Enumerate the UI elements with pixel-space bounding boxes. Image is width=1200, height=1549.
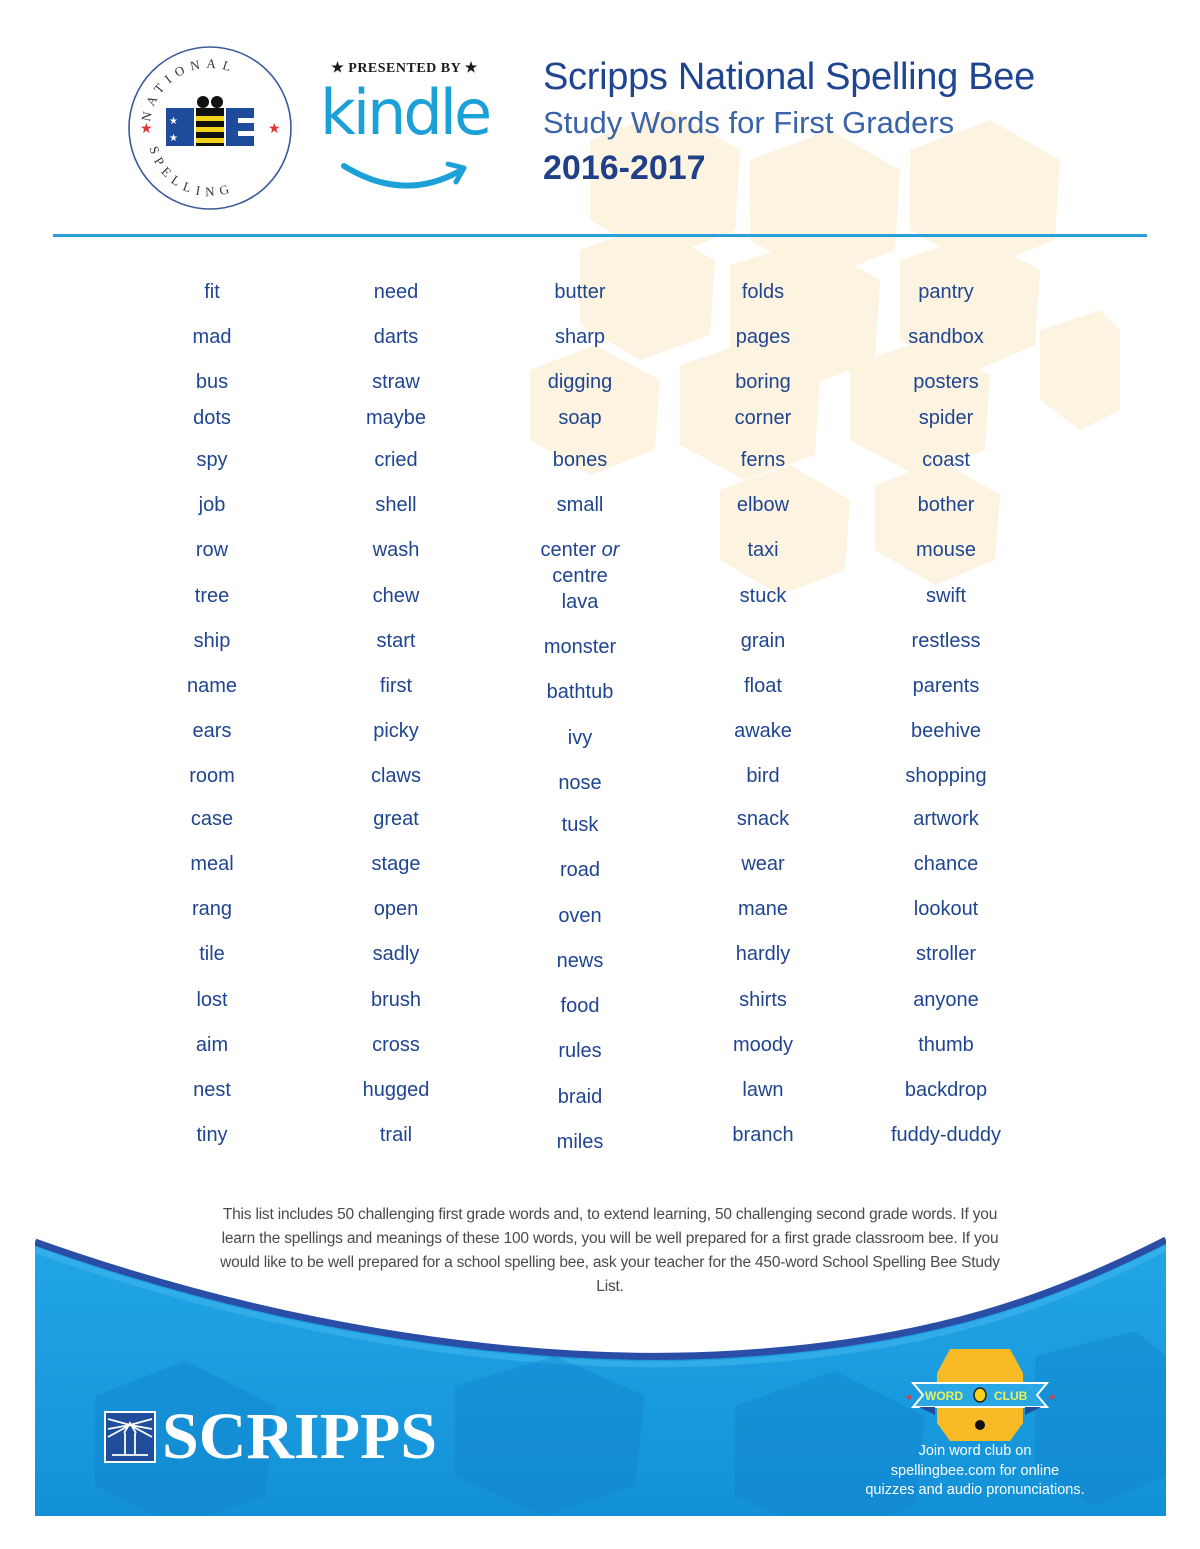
word-club-line: spellingbee.com for online — [890, 1462, 1060, 1479]
word-item: ears — [192, 720, 232, 742]
word-item: tiny — [196, 1124, 228, 1146]
word-item: butter — [554, 281, 606, 303]
word-item: trail — [379, 1124, 413, 1146]
word-item: open — [373, 898, 419, 920]
word-item: spider — [918, 407, 974, 429]
word-item: darts — [373, 326, 419, 348]
word-item: picky — [373, 720, 419, 742]
word-item: lava — [561, 591, 599, 613]
word-item: start — [376, 630, 416, 652]
word-item: rang — [191, 898, 233, 920]
word-item: posters — [913, 371, 979, 393]
word-item: braid — [557, 1086, 603, 1108]
svg-text:★: ★ — [905, 1392, 914, 1402]
word-item-center-or-centre: center or — [540, 539, 620, 561]
word-item: first — [379, 675, 413, 697]
word-item: bus — [195, 371, 229, 393]
word-item: miles — [556, 1131, 604, 1153]
word-item: tusk — [561, 814, 599, 836]
svg-text:NATIONAL: NATIONAL — [138, 55, 239, 123]
svg-text:SPELLING: SPELLING — [146, 144, 237, 200]
word-item: cross — [372, 1034, 420, 1056]
or-connector: or — [601, 539, 620, 561]
word-item: lawn — [742, 1079, 784, 1101]
word-item: lost — [196, 989, 228, 1011]
word-item: moody — [732, 1034, 794, 1056]
scripps-wordmark: SCRIPPS — [162, 1400, 438, 1473]
svg-text:★: ★ — [1048, 1392, 1057, 1402]
word-item: anyone — [913, 989, 979, 1011]
word-item: shirts — [739, 989, 787, 1011]
word-item: ferns — [740, 449, 786, 471]
word-item: snack — [736, 808, 790, 830]
word-item: coast — [922, 449, 970, 471]
word-item: tree — [194, 585, 230, 607]
word-item: bathtub — [546, 681, 614, 703]
word-item: great — [373, 808, 419, 830]
word-item: fuddy-duddy — [890, 1124, 1002, 1146]
word-item: ivy — [567, 727, 593, 749]
word-club-description — [840, 1442, 1110, 1501]
svg-text:★: ★ — [140, 120, 153, 136]
word-item: float — [744, 675, 782, 697]
word-club-line: quizzes and audio pronunciations. — [865, 1482, 1085, 1498]
word-item: hugged — [362, 1079, 430, 1101]
word-item: maybe — [365, 407, 427, 429]
word-item: tile — [199, 943, 225, 965]
svg-text:★: ★ — [169, 116, 178, 127]
word-item: wash — [372, 539, 420, 561]
lighthouse-icon — [104, 1411, 156, 1463]
word-item: road — [559, 859, 601, 881]
word-item: spy — [196, 449, 228, 471]
word-item: artwork — [913, 808, 979, 830]
word-item: chew — [372, 585, 420, 607]
school-year: 2016-2017 — [543, 149, 706, 187]
presented-by-label: ★ PRESENTED BY ★ — [331, 61, 478, 76]
word-item: aim — [195, 1034, 229, 1056]
word-item: mane — [737, 898, 789, 920]
svg-text:CLUB: CLUB — [994, 1389, 1028, 1403]
word-item: food — [560, 995, 600, 1017]
scripps-logo — [104, 1400, 438, 1473]
word-item: oven — [558, 905, 602, 927]
word-item: pantry — [918, 281, 974, 303]
word-item: straw — [372, 371, 420, 393]
word-item: nest — [193, 1079, 231, 1101]
word-item: row — [195, 539, 229, 561]
word-item: shell — [375, 494, 417, 516]
word-item: shopping — [905, 765, 987, 787]
word-item: thumb — [918, 1034, 974, 1056]
word-item: branch — [732, 1124, 794, 1146]
word-item: nose — [558, 772, 602, 794]
word-item: meal — [190, 853, 234, 875]
word-item: grain — [740, 630, 786, 652]
page-subtitle: Study Words for First Graders — [543, 105, 955, 140]
word-item: parents — [912, 675, 980, 697]
word-item: restless — [911, 630, 981, 652]
page-title: Scripps National Spelling Bee — [543, 56, 1035, 98]
word-item: taxi — [747, 539, 779, 561]
word-item: case — [190, 808, 234, 830]
word-item: digging — [547, 371, 613, 393]
word-item: soap — [558, 407, 602, 429]
word-item: swift — [926, 585, 966, 607]
svg-text:★: ★ — [268, 120, 281, 136]
word-item: chance — [913, 853, 979, 875]
word-item: mouse — [915, 539, 977, 561]
word-item: boring — [735, 371, 791, 393]
svg-text:WORD: WORD — [925, 1389, 963, 1403]
word-item: beehive — [910, 720, 982, 742]
word-item: room — [189, 765, 235, 787]
study-list-note: This list includes 50 challenging first grade words and, to extend learning, 50 challenging second grade words. If you learn the spellings and meanings of these 100 words, you will be well prepared for a first grade classroom bee. If you would like to be well prepared for a school spelling bee, ask your teacher for the 450-word School Spelling Bee Study List. — [220, 1206, 1000, 1295]
word-item: awake — [734, 720, 792, 742]
word-item: stroller — [915, 943, 976, 965]
word-item: corner — [734, 407, 792, 429]
word-item: ship — [193, 630, 231, 652]
word-item: pages — [735, 326, 791, 348]
word-item: bones — [552, 449, 608, 471]
word-item: job — [198, 494, 226, 516]
word-item: bird — [746, 765, 780, 787]
word-item: news — [556, 950, 604, 972]
word-item: small — [556, 494, 604, 516]
word-item: bother — [917, 494, 975, 516]
word-item: stage — [371, 853, 421, 875]
word-item: centre — [552, 565, 608, 587]
word-item: sadly — [372, 943, 420, 965]
word-item: lookout — [913, 898, 979, 920]
word-item: dots — [193, 407, 231, 429]
kindle-logo: kindle — [320, 76, 490, 149]
word-club-line: Join word club on — [918, 1443, 1032, 1459]
word-item: mad — [192, 326, 232, 348]
word-item: cried — [374, 449, 418, 471]
word-item: wear — [741, 853, 785, 875]
word-item: sandbox — [908, 326, 984, 348]
word-item: claws — [370, 765, 421, 787]
word-item: need — [373, 281, 419, 303]
word-item: rules — [558, 1040, 602, 1062]
word-item: fit — [204, 281, 220, 303]
word-item: monster — [543, 636, 617, 658]
svg-text:★: ★ — [169, 133, 178, 144]
word-item: stuck — [739, 585, 787, 607]
word-item: sharp — [554, 326, 606, 348]
word-item: brush — [370, 989, 422, 1011]
word-item: elbow — [736, 494, 790, 516]
word-item: name — [186, 675, 238, 697]
word-item: hardly — [735, 943, 791, 965]
word-club-badge-icon — [895, 1345, 1065, 1445]
word-item: folds — [741, 281, 785, 303]
word-item: backdrop — [904, 1079, 988, 1101]
